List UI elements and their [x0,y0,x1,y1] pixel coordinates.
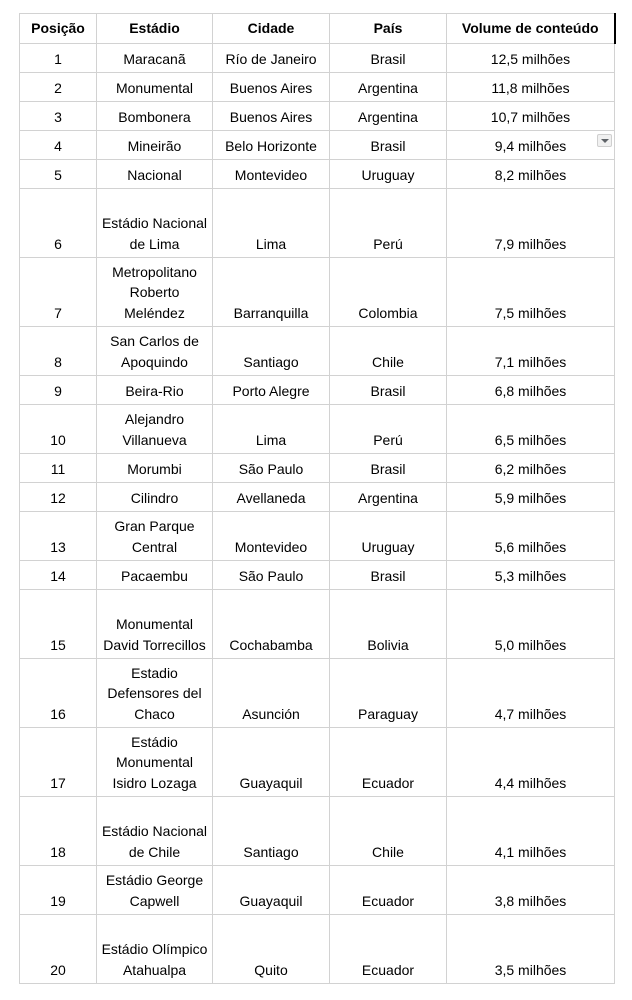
cell-position[interactable]: 1 [20,44,97,73]
cell-country[interactable]: Brasil [330,561,447,590]
cell-stadium[interactable]: Metropolitano Roberto Meléndez [97,258,213,327]
cell-country[interactable]: Ecuador [330,728,447,797]
cell-position[interactable]: 13 [20,512,97,561]
cell-stadium[interactable]: San Carlos de Apoquindo [97,327,213,376]
cell-country[interactable]: Brasil [330,376,447,405]
table-row [20,376,615,405]
cell-country[interactable]: Chile [330,327,447,376]
cell-city[interactable]: São Paulo [213,561,330,590]
table-row [20,483,615,512]
cell-volume[interactable]: 6,5 milhões [447,405,615,454]
cell-position[interactable]: 16 [20,659,97,728]
cell-stadium[interactable]: Cilindro [97,483,213,512]
cell-volume[interactable]: 5,3 milhões [447,561,615,590]
cell-position[interactable]: 19 [20,866,97,915]
cell-country[interactable]: Brasil [330,44,447,73]
cell-country[interactable]: Perú [330,405,447,454]
cell-city[interactable]: Santiago [213,327,330,376]
cell-stadium[interactable]: Estadio Defensores del Chaco [97,659,213,728]
cell-volume[interactable]: 6,2 milhões [447,454,615,483]
cell-country[interactable]: Uruguay [330,512,447,561]
cell-city[interactable]: Santiago [213,797,330,866]
cell-city[interactable]: Porto Alegre [213,376,330,405]
cell-city[interactable]: Buenos Aires [213,73,330,102]
table-row [20,44,615,73]
cell-volume[interactable]: 4,1 milhões [447,797,615,866]
cell-stadium[interactable]: Estádio George Capwell [97,866,213,915]
stadium-ranking-table-container [19,13,616,984]
cell-city[interactable]: Buenos Aires [213,102,330,131]
table-row [20,73,615,102]
cell-city[interactable]: Quito [213,915,330,984]
cell-volume[interactable]: 3,8 milhões [447,866,615,915]
cell-volume[interactable]: 7,9 milhões [447,189,615,258]
cell-position[interactable]: 17 [20,728,97,797]
table-row [20,327,615,376]
table-row [20,590,615,659]
cell-position[interactable]: 7 [20,258,97,327]
cell-position[interactable]: 12 [20,483,97,512]
cell-stadium[interactable]: Gran Parque Central [97,512,213,561]
cell-country[interactable]: Paraguay [330,659,447,728]
cell-position[interactable]: 20 [20,915,97,984]
cell-volume[interactable] [447,131,615,160]
cell-position[interactable]: 11 [20,454,97,483]
cell-country[interactable]: Brasil [330,454,447,483]
chevron-down-icon[interactable] [597,134,612,147]
cell-position[interactable]: 4 [20,131,97,160]
stadium-ranking-table [19,13,616,984]
cell-position[interactable]: 6 [20,189,97,258]
cell-country[interactable]: Brasil [330,131,447,160]
cell-city[interactable]: Montevideo [213,160,330,189]
table-row [20,405,615,454]
table-row [20,189,615,258]
cell-position[interactable]: 3 [20,102,97,131]
cell-country[interactable]: Colombia [330,258,447,327]
cell-country[interactable]: Ecuador [330,866,447,915]
table-row [20,659,615,728]
cell-volume-text: 9,4 milhões [494,137,567,154]
cell-city[interactable]: Cochabamba [213,590,330,659]
cell-country[interactable]: Uruguay [330,160,447,189]
cell-position[interactable]: 2 [20,73,97,102]
cell-position[interactable]: 15 [20,590,97,659]
table-row [20,131,615,160]
cell-country[interactable]: Bolivia [330,590,447,659]
cell-country[interactable]: Argentina [330,73,447,102]
cell-city[interactable]: Río de Janeiro [213,44,330,73]
header-estadio[interactable]: Estádio [97,14,213,44]
table-row [20,102,615,131]
header-row [20,14,615,44]
header-posicao[interactable]: Posição [20,14,97,44]
cell-city[interactable]: Lima [213,189,330,258]
cell-volume[interactable]: 3,5 milhões [447,915,615,984]
cell-city[interactable]: Asunción [213,659,330,728]
cell-city[interactable]: Barranquilla [213,258,330,327]
cell-country[interactable]: Chile [330,797,447,866]
table-row [20,915,615,984]
cell-position[interactable]: 10 [20,405,97,454]
cell-city[interactable]: Guayaquil [213,728,330,797]
cell-country[interactable]: Perú [330,189,447,258]
cell-city[interactable]: Montevideo [213,512,330,561]
cell-stadium[interactable]: Pacaembu [97,561,213,590]
cell-country[interactable]: Argentina [330,483,447,512]
cell-stadium[interactable]: Nacional [97,160,213,189]
cell-city[interactable]: Guayaquil [213,866,330,915]
cell-position[interactable]: 5 [20,160,97,189]
cell-city[interactable]: Lima [213,405,330,454]
cell-city[interactable]: São Paulo [213,454,330,483]
cell-volume[interactable]: 7,5 milhões [447,258,615,327]
table-row [20,160,615,189]
cell-volume[interactable]: 12,5 milhões [447,44,615,73]
cell-volume[interactable]: 6,8 milhões [447,376,615,405]
table-row [20,454,615,483]
cell-position[interactable]: 18 [20,797,97,866]
header-pais[interactable]: País [330,14,447,44]
cell-volume[interactable]: 5,6 milhões [447,512,615,561]
cell-stadium[interactable]: Maracanã [97,44,213,73]
cell-country[interactable]: Ecuador [330,915,447,984]
cell-position[interactable]: 9 [20,376,97,405]
table-row [20,512,615,561]
cell-volume[interactable]: 11,8 milhões [447,73,615,102]
table-row [20,258,615,327]
table-row [20,728,615,797]
cell-stadium[interactable]: Bombonera [97,102,213,131]
cell-city[interactable]: Belo Horizonte [213,131,330,160]
cell-position[interactable]: 14 [20,561,97,590]
cell-volume[interactable]: 4,4 milhões [447,728,615,797]
table-row [20,797,615,866]
cell-stadium[interactable]: Estádio Nacional de Lima [97,189,213,258]
cell-stadium[interactable]: Monumental [97,73,213,102]
cell-stadium[interactable]: Morumbi [97,454,213,483]
cell-stadium[interactable]: Alejandro Villanueva [97,405,213,454]
cell-volume[interactable]: 7,1 milhões [447,327,615,376]
cell-city[interactable]: Avellaneda [213,483,330,512]
cell-volume[interactable]: 5,0 milhões [447,590,615,659]
cell-volume[interactable]: 4,7 milhões [447,659,615,728]
cell-country[interactable]: Argentina [330,102,447,131]
cell-stadium[interactable]: Monumental David Torrecillos [97,590,213,659]
cell-stadium[interactable]: Estádio Nacional de Chile [97,797,213,866]
cell-position[interactable]: 8 [20,327,97,376]
table-row [20,561,615,590]
table-row [20,866,615,915]
header-cidade[interactable]: Cidade [213,14,330,44]
cell-volume[interactable]: 8,2 milhões [447,160,615,189]
cell-stadium[interactable]: Estádio Olímpico Atahualpa [97,915,213,984]
cell-stadium[interactable]: Mineirão [97,131,213,160]
cell-stadium[interactable]: Beira-Rio [97,376,213,405]
cell-stadium[interactable]: Estádio Monumental Isidro Lozaga [97,728,213,797]
cell-volume[interactable]: 10,7 milhões [447,102,615,131]
cell-volume[interactable]: 5,9 milhões [447,483,615,512]
header-volume[interactable]: Volume de conteúdo [447,14,615,44]
